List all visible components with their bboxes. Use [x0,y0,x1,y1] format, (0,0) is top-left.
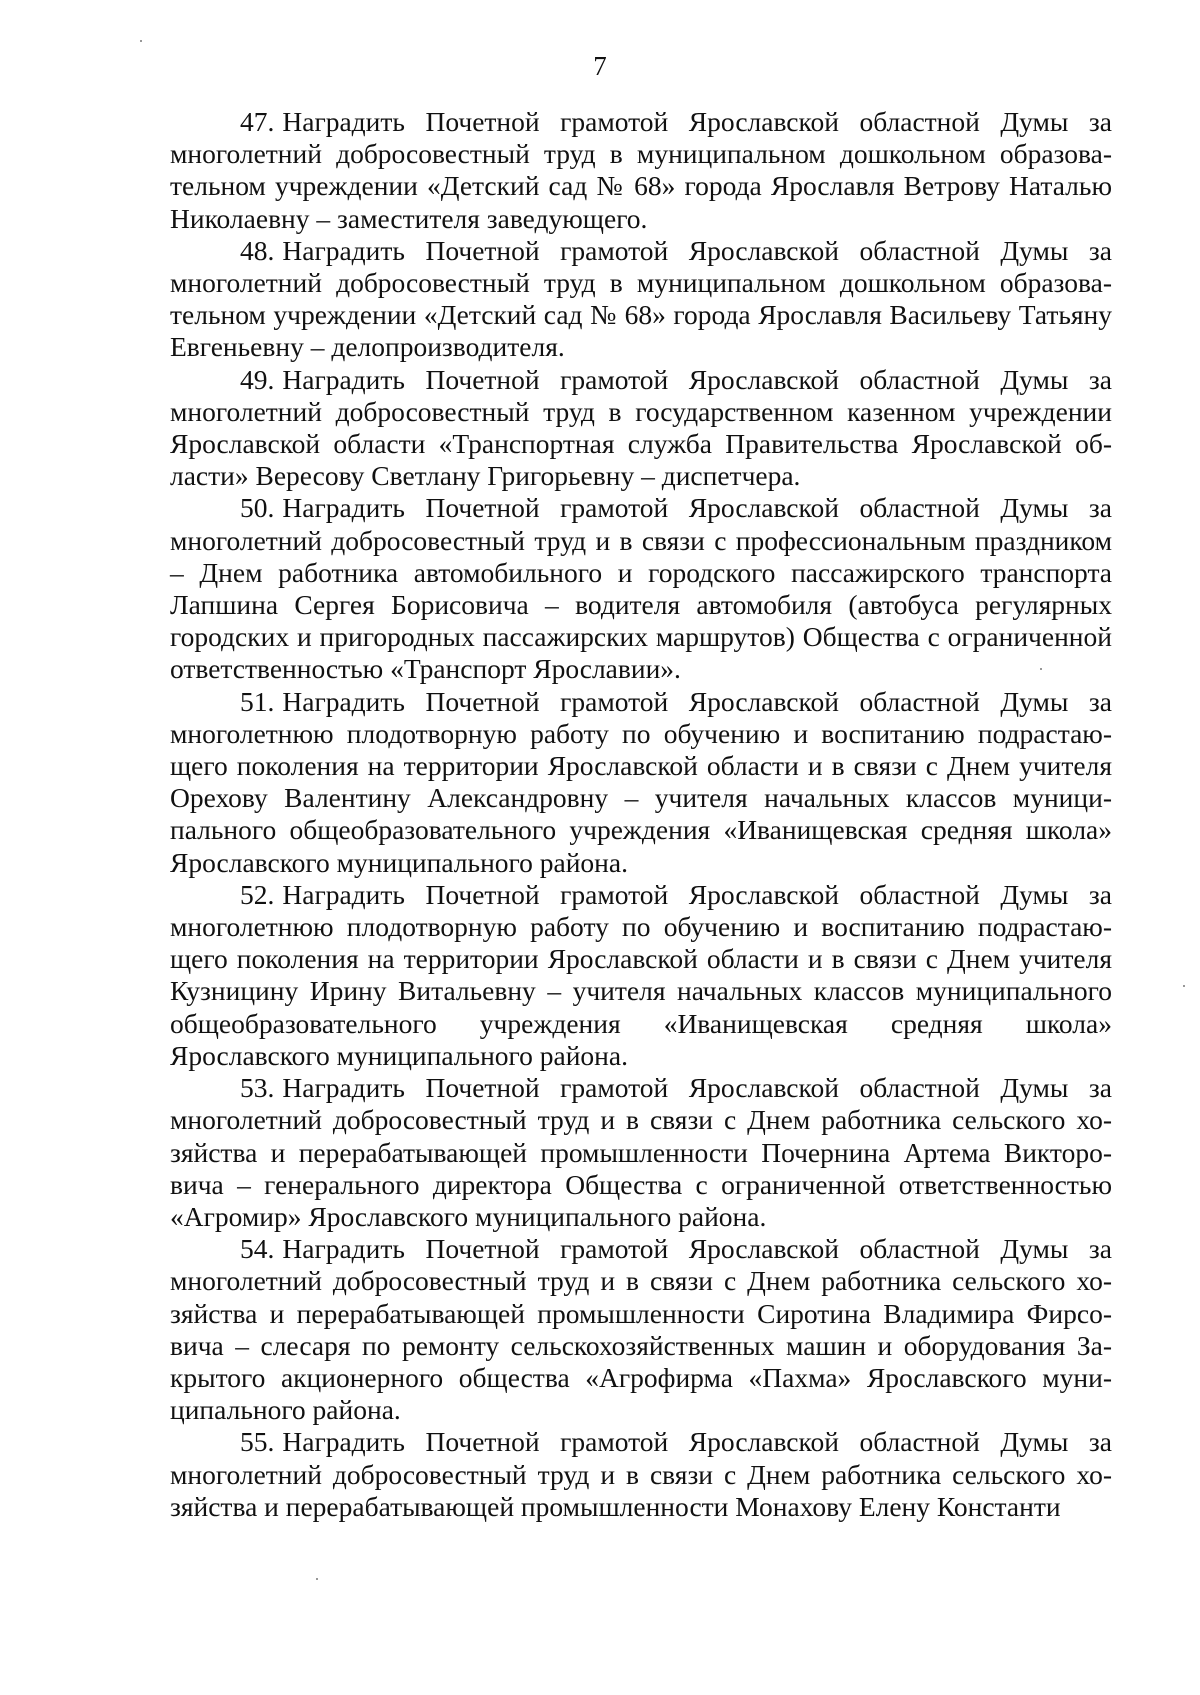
paragraph-number: 49. [240,363,275,395]
paragraph-49 [170,364,1112,493]
paragraph-54 [170,1233,1112,1426]
paragraph-text: Наградить Почетной грамотой Ярославской областной Думы за многолетний добросовестный труд в государственном казенном учреждении Ярославской области «Транспортная служба Правительства Ярославской области» Вересову Светлану Григорьевну – диспетчера. [170,363,1112,492]
paragraph-48 [170,235,1112,364]
paragraph-number: 55. [240,1426,275,1458]
scan-speck [1040,668,1042,670]
paragraph-52 [170,879,1112,1072]
paragraph-number: 54. [240,1233,275,1265]
paragraph-text: Наградить Почетной грамотой Ярославской областной Думы за многолетний добросовестный труд в муниципальном дошкольном образовательном учреждении «Детский сад № 68» города Ярославля Ветрову Наталью Николаевну – заместителя заведующего. [170,106,1112,234]
paragraph-text: Наградить Почетной грамотой Ярославской областной Думы за многолетнюю плодотворную работу по обучению и воспитанию подрастающего поколения на территории Ярославской области и в связи с Днем учителя Кузницину Ирину Витальевну – учителя начальных классов муниципального общеобразовательного учреждения «Иванищевская средняя школа» Ярославского муниципального района. [170,878,1112,1071]
paragraph-text: Наградить Почетной грамотой Ярославской областной Думы за многолетний добросовестный труд и в связи с Днем работника сельского хозяйства и перерабатывающей промышленности Сиротина Владимира Фирсовича – слесаря по ремонту сельскохозяйственных машин и оборудования Закрытого акционерного общества «Агрофирма «Пахма» Ярославского муниципального района. [170,1233,1112,1426]
page-number: 7 [593,51,607,81]
paragraph-text: Наградить Почетной грамотой Ярославской областной Думы за многолетний добросовестный труд и в связи с Днем работника сельского хозяйства и перерабатывающей промышленности Почернина Артема Викторовича – генерального директора Общества с ограниченной ответственностью «Агромир» Ярославского муниципального района. [170,1072,1112,1232]
paragraph-53 [170,1072,1112,1233]
paragraph-text: Наградить Почетной грамотой Ярославской областной Думы за многолетний добросовестный труд и в связи с профессиональным праздником – Днем работника автомобильного и городского пассажирского транспорта Лапшина Сергея Борисовича – водителя автомобиля (автобуса регулярных городских и пригородных пассажирских маршрутов) Общества с ограниченной ответственностью «Транспорт Ярославии». [170,492,1112,685]
paragraph-55 [170,1426,1112,1523]
paragraph-text: Наградить Почетной грамотой Ярославской областной Думы за многолетний добросовестный труд в муниципальном дошкольном образовательном учреждении «Детский сад № 68» города Ярославля Васильеву Татьяну Евгеньевну – делопроизводителя. [170,234,1112,363]
scan-speck [140,40,142,42]
paragraph-number: 51. [240,685,275,717]
scan-speck [316,1578,318,1580]
paragraph-number: 47. [240,106,275,137]
paragraph-number: 53. [240,1072,275,1104]
paragraph-50 [170,492,1112,685]
paragraph-number: 52. [240,878,275,910]
document-body [170,106,1112,1523]
paragraph-number: 50. [240,492,275,524]
paragraph-number: 48. [240,234,275,266]
paragraph-51 [170,686,1112,879]
paragraph-text: Наградить Почетной грамотой Ярославской областной Думы за многолетний добросовестный труд и в связи с Днем работника сельского хозяйства и перерабатывающей промышленности Монахову Елену Константи [170,1426,1112,1522]
paragraph-text: Наградить Почетной грамотой Ярославской областной Думы за многолетнюю плодотворную работу по обучению и воспитанию подрастающего поколения на территории Ярославской области и в связи с Днем учителя Орехову Валентину Александровну – учителя начальных классов муниципального общеобразовательного учреждения «Иванищевская средняя школа» Ярославского муниципального района. [170,685,1112,878]
scan-speck [1183,985,1185,987]
paragraph-47 [170,106,1112,235]
